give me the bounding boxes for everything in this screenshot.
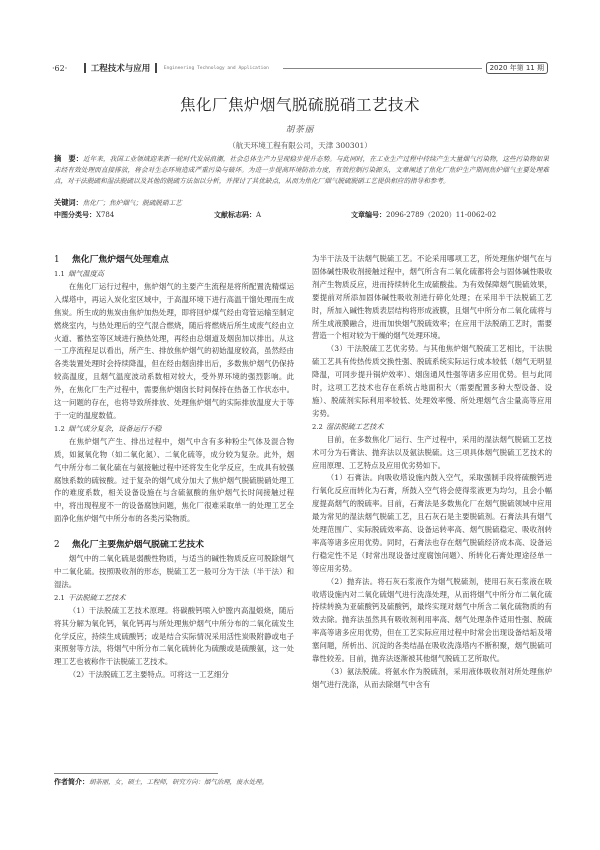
subsection-heading-2-1 (54, 592, 294, 605)
paragraph: （3）氨法脱硫。将氨水作为脱硫剂，采用液体吸收剂对所处理焦炉烟气进行洗涤，从而去除烟气中含有 (312, 667, 552, 689)
issue-badge: 2020 年第 11 期 (486, 62, 548, 74)
doc-code-label: 文献标志码： (214, 211, 256, 219)
paragraph: （2）抛弃法。将石灰石浆液作为烟气脱硫剂，使用石灰石浆液在吸收塔设施内对二氧化硫烟气进行洗涤处理，从而将烟气中所分布二氧化硫持续转换为亚硫酸钙及硫酸钙，最终实现对烟气中所含二氧化硫物质的有效去除。抛弃法虽然具有吸收剂利用率高、烟气处理条件适用性强、脱硫率高等诸多应用优势，但在工艺实际应用过程中时常会出现设备结垢及堵塞问题，所析出、沉淀的各类结晶在吸收洗涤塔内不断积聚，烟气脱硫可靠性较差。目前，抛弃法逐渐被其他烟气脱硫工艺所取代。 (312, 576, 552, 664)
footnote-label: 作者简介： (54, 778, 89, 786)
author-affiliation: （航天环境工程有限公司，天津 300301） (228, 141, 372, 150)
subsection-title: 烟气温度高 (68, 269, 104, 278)
paragraph: （1）石膏法。向吸收塔设施内鼓入空气，采取强制手段将硫酸钙进行氧化反应而转化为石膏，所鼓入空气将会使得浆液更为均匀，且会小幅度提高烟气的脱硫率。目前，石膏法是多数焦化厂在烟气脱硫领域中应用最为常见的湿法烟气脱硫工艺，且石灰石是主要脱硫剂。石膏法具有烟气处理范围广、实际脱硫效率高、设备运转率高、烟气脱硫稳定、吸收剂转率高等诸多应用优势。同时，石膏法也存在烟气脱硫经济成本高、设备运行稳定性不足（时常出现设备过度腐蚀问题）、所转化石膏处理途径单一等应用劣势。 (312, 473, 552, 573)
section-heading-1 (54, 253, 294, 268)
article-title: 焦化厂焦炉烟气脱硫脱硝工艺技术 (179, 96, 420, 114)
article-id-label: 文章编号： (351, 211, 386, 219)
divider-bar (155, 63, 157, 73)
subsection-number: 2.2 (312, 422, 323, 431)
section-number: 1 (54, 255, 60, 265)
footnote-rule (54, 773, 218, 774)
clc-label: 中图分类号： (54, 211, 96, 219)
header-rule (283, 68, 482, 69)
author-name: 胡荼丽 (285, 125, 315, 135)
keywords (54, 197, 549, 209)
paragraph: （2）干法脱硫工艺主要特点。可将这一工艺细分 (68, 670, 229, 680)
section-heading-2 (54, 538, 294, 553)
subsection-heading-1-1 (54, 268, 294, 281)
page-number: ·62· (52, 63, 68, 73)
left-column (54, 253, 294, 682)
abstract (54, 153, 549, 187)
clc-value: X784 (96, 211, 115, 219)
paragraph: 目前，在多数焦化厂运行、生产过程中，采用的湿法烟气脱硫工艺技术可分为石膏法、抛弃法以及氨法脱硫。这三项具体烟气脱硫工艺技术的应用原理、工艺特点及应用优劣势如下。 (312, 434, 552, 470)
paragraph: （3）干法脱硫工艺优劣势。与其他焦炉烟气脱硫工艺相比，干法脱硫工艺具有传热传质交换性强、脱硫系统实际运行成本较低（烟气无明显降温，可同步提升锅炉效率）、烟囱通风性强等诸多应用优势。但与此同时，这项工艺技术也存在系统占地面积大（需要配置多种大型设备、设施）、脱硫剂实际利用率较低、处理效率慢、所处理烟气含尘量高等应用劣势。 (312, 344, 552, 418)
section-title: 焦化厂焦炉烟气处理难点 (72, 255, 169, 265)
footnote-text: 胡荼丽，女，硕士，工程师，研究方向：烟气治理，废水处理。 (89, 778, 268, 786)
running-head (52, 60, 548, 76)
right-column (312, 253, 552, 692)
abstract-label: 摘 要： (54, 154, 84, 163)
subsection-title: 烟气成分复杂，设备运行不稳 (68, 423, 162, 433)
subsection-heading-1-2 (54, 423, 294, 436)
document-code (214, 210, 351, 221)
journal-name-en: Engineering Technology and Application (163, 65, 269, 71)
paragraph: 在焦炉烟气产生、排出过程中，烟气中含有多种粉尘气体及混合物质，如氮氧化物（如二氧化氮）、二氧化硫等，成分较为复杂。此外，烟气中所分布二氧化硫在与氨接触过程中还将发生化学反应，生成具有较强腐蚀系数的硫铵酸。过于复杂的烟气成分加大了焦炉烟气脱硫脱硝处理工作的难度系数，相关设备设施在与含硫氨酸的焦炉烟气长时间接触过程中，将出现程度不一的设备腐蚀问题，焦化厂很难采取单一的处理工艺全面净化焦炉烟气中所分布的各类污染物质。 (54, 436, 294, 524)
keywords-label: 关键词： (54, 198, 83, 207)
subsection-title: 湿法脱硫工艺技术 (326, 421, 384, 431)
abstract-text: 近年来，我国工业领域迎来新一轮时代发展浪潮，社会总体生产力呈现稳步提升态势。与此同时，在工业生产过程中持续产生大量烟气污染物，这些污染物如果未经有效处理而直接排放，将会对生态环境造成严重污染与破坏。为进一步提高环境防治力度，有效控制污染源头，文章阐述了焦化厂焦炉生产期间焦炉烟气主要处理难点，对干法脱硫和湿法脱硫以及其他的脱硫方法加以分析，并探讨了其优缺点，从而为焦化厂烟气脱硫脱硝工艺提供相应的指导和参考。 (54, 155, 549, 185)
subsection-number: 2.1 (54, 593, 65, 602)
article-id (351, 210, 496, 221)
keywords-text: 焦化厂；焦炉烟气；脱硫脱硝工艺 (82, 199, 182, 207)
subsection-title: 干法脱硫工艺技术 (68, 592, 126, 602)
subsection-heading-2-2 (312, 421, 552, 434)
author-bio-footnote (54, 778, 294, 788)
paragraph: 在焦化厂运行过程中，焦炉烟气的主要产生流程是将所配置洗精煤运入煤塔中，再运入炭化室区域中，于高温环境下进行高温干馏处理而生成焦炭。所生成的焦炭由焦炉加热处理，即将回炉煤气经由弯管运输至制定燃烧室内，与热处理后的空气混合燃烧，随后将燃烧后所生成废气经由立火道、蓄热室等区域进行换热处理，再经由总烟道及烟囱加以排出。从这一工序流程足以看出，所产生、排放焦炉烟气的初始温度较高，虽然经由各类装置处理时会持续降温，但在经由烟囱排出后，多数焦炉烟气仍保持较高温度，且烟气温度波动系数相对较大，受外界环境的强烈影响。此外，在焦化厂生产过程中，需要焦炉烟囱长时间保持在热备工作状态中。这一问题的存在，也将导致所排放、处理焦炉烟气的实际排放温度大于等于一定的温度数值。 (54, 281, 294, 420)
clc-number (54, 210, 214, 221)
paragraph: 烟气中的二氧化硫是弱酸性物质，与适当的碱性物质反应可脱除烟气中二氧化硫。按照吸收剂的形态，脱硫工艺一般可分为干法（半干法）和湿法。 (54, 554, 294, 589)
section-title: 焦化厂主要焦炉烟气脱硫工艺技术 (72, 540, 204, 551)
paragraph: （1）干法脱硫工艺技术原理。将碳酸钙喷入炉膛内高温煅烧，随后将其分解为氧化钙，氧化钙再与所处理焦炉烟气中所分布的二氧化硫发生化学反应，持续生成硫酸钙；或是结合实际情况采用活性炭吸附静或电子束照射等方法，将烟气中所分布二氧化硫转化为硫酸或是硫酸氨，这一处理工艺也被称作干法脱硫工艺技术。 (54, 605, 294, 667)
paragraph: 为半干法及干法烟气脱硫工艺。不论采用哪项工艺，所处理焦炉烟气在与固体碱性吸收剂接触过程中，烟气所含有二氧化硫都将会与固体碱性吸收剂产生物质反应，进而持续转化生成硫酸盐。为有效保障烟气脱硫效果，要提前对所添加固体碱性吸收剂进行碎化处理；在采用半干法脱硫工艺时，所加入碱性物质表层结构将形成液膜，且烟气中所分布二氧化硫将与所生成液膜融合，进而加快烟气脱硫效率；在应用干法脱硝工艺时，需要营造一个相对较为干燥的烟气处理环境。 (312, 254, 552, 341)
article-id-value: 2096-2789（2020）11-0062-02 (386, 211, 497, 219)
journal-name-cn: 工程技术与应用 (90, 64, 151, 74)
section-number: 2 (54, 540, 60, 551)
doc-code-value: A (256, 211, 262, 219)
subsection-number: 1.1 (54, 270, 65, 278)
subsection-number: 1.2 (54, 424, 65, 433)
classification-line (54, 210, 549, 221)
divider-bar (84, 63, 86, 73)
